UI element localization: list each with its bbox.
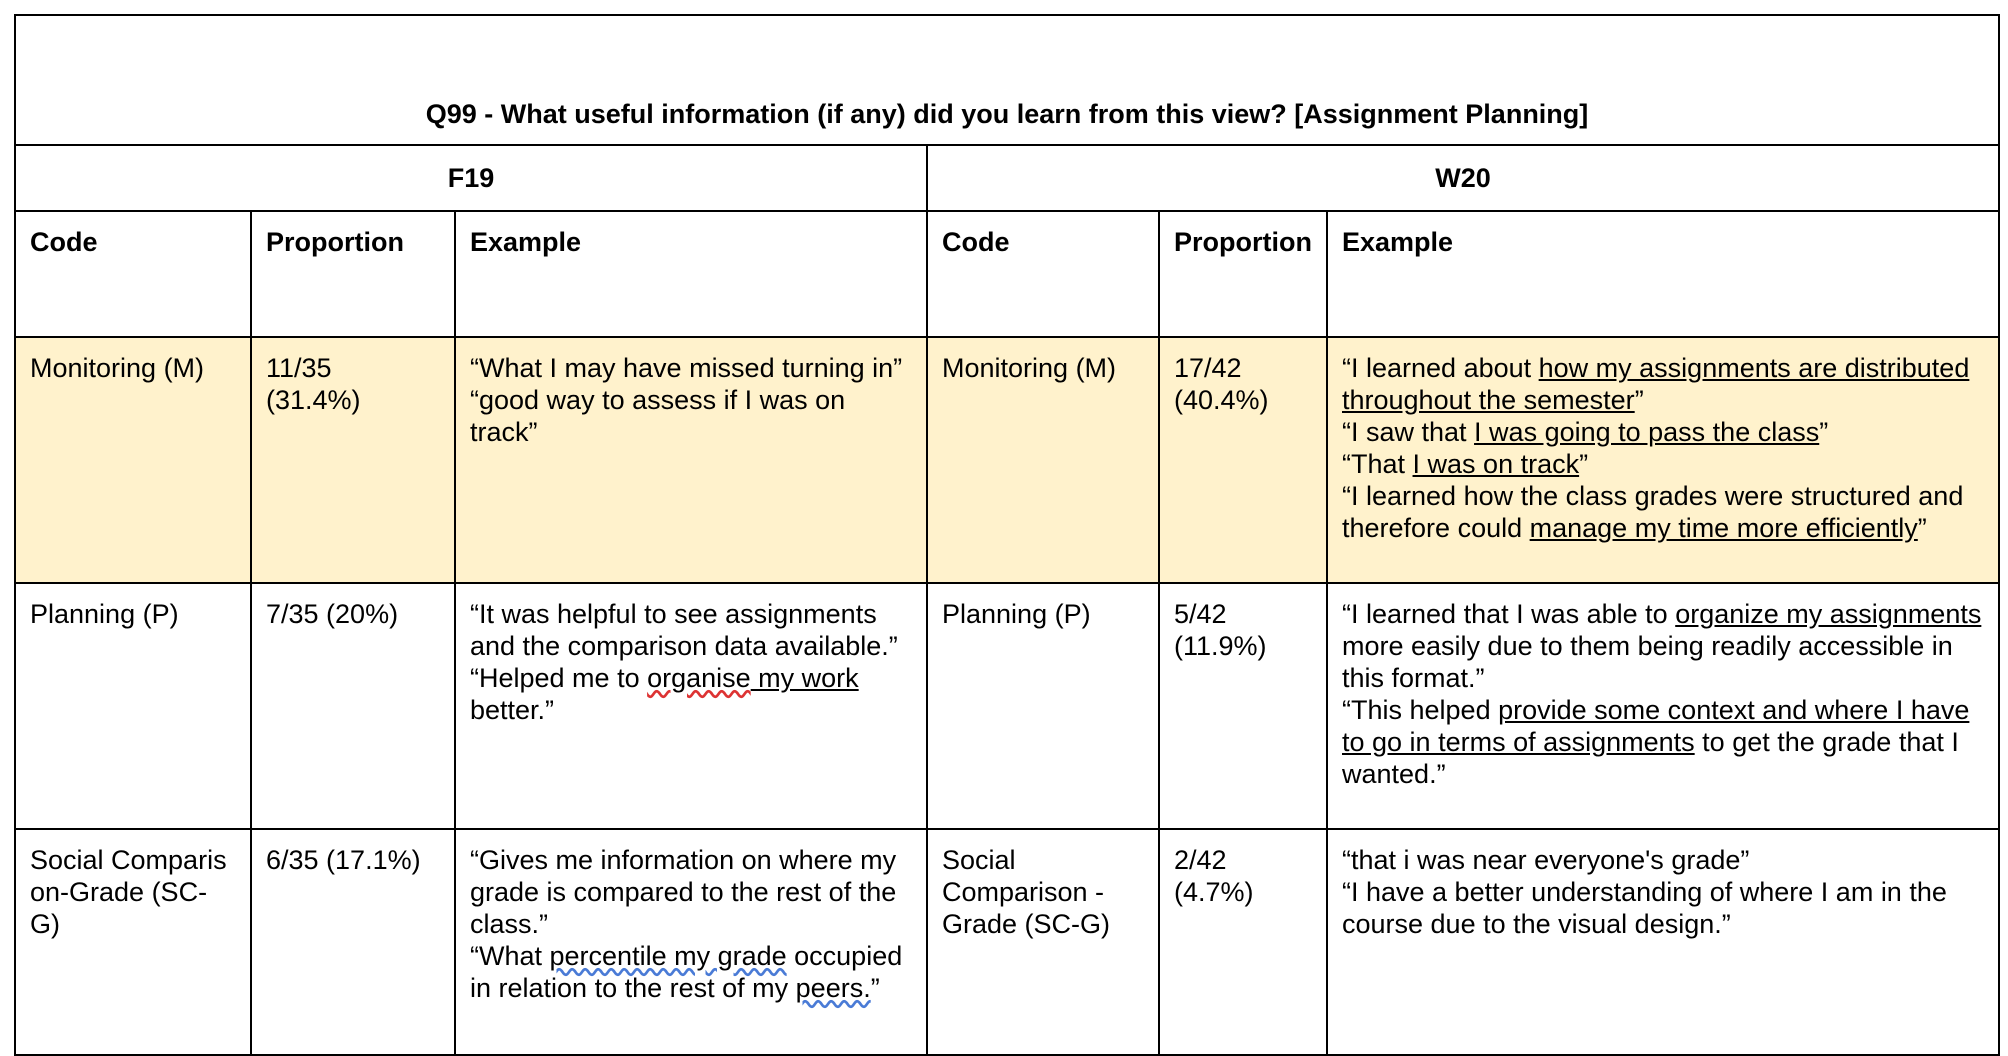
- w20-example-cell: [1327, 337, 1999, 583]
- w20-example-header: Example: [1327, 211, 1999, 337]
- f19-code-cell: Monitoring (M): [15, 337, 251, 583]
- w20-proportion-cell: 2/42 (4.7%): [1159, 829, 1327, 1055]
- example-quote: “What I may have missed turning in”: [470, 353, 903, 383]
- term-f19-header: F19: [15, 145, 927, 211]
- f19-example-cell: [455, 583, 927, 829]
- f19-proportion-cell: 6/35 (17.1%): [251, 829, 455, 1055]
- w20-proportion-header: Proportion: [1159, 211, 1327, 337]
- example-quote: “Helped me to organise my work better.”: [470, 663, 859, 725]
- grammar-underline: percentile my grade: [549, 941, 787, 971]
- f19-proportion-header: Proportion: [251, 211, 455, 337]
- example-quote: “This helped provide some context and where I have to go in terms of assignments to get the grade that I wanted.”: [1342, 695, 1970, 789]
- w20-example-cell: [1327, 583, 1999, 829]
- example-quote: “It was helpful to see assignments and the comparison data available.”: [470, 599, 898, 661]
- table-row: [15, 337, 1999, 583]
- w20-code-cell: Planning (P): [927, 583, 1159, 829]
- example-quote: “I saw that I was going to pass the class”: [1342, 417, 1829, 447]
- example-quote: “I learned how the class grades were structured and therefore could manage my time more efficiently”: [1342, 481, 1964, 543]
- example-quote: “I learned about how my assignments are distributed throughout the semester”: [1342, 353, 1970, 415]
- spellcheck-underline: organise: [647, 663, 751, 693]
- table-row: [15, 583, 1999, 829]
- f19-example-header: Example: [455, 211, 927, 337]
- example-quote: “that i was near everyone's grade”: [1342, 845, 1750, 875]
- w20-example-cell: [1327, 829, 1999, 1055]
- f19-code-cell: Planning (P): [15, 583, 251, 829]
- grammar-underline: peers.: [795, 973, 871, 1003]
- example-quote: “That I was on track”: [1342, 449, 1589, 479]
- f19-example-cell: [455, 337, 927, 583]
- coding-table: [14, 14, 2000, 1056]
- table-title: Q99 - What useful information (if any) did you learn from this view? [Assignment Planning]: [15, 15, 1999, 145]
- example-quote: “I learned that I was able to organize my assignments more easily due to them being readily accessible in this format.”: [1342, 599, 1982, 693]
- example-quote: “What percentile my grade occupied in relation to the rest of my peers.”: [470, 941, 903, 1003]
- w20-proportion-cell: 5/42 (11.9%): [1159, 583, 1327, 829]
- example-quote: “Gives me information on where my grade is compared to the rest of the class.”: [470, 845, 897, 939]
- f19-proportion-cell: 11/35 (31.4%): [251, 337, 455, 583]
- f19-code-cell: Social Comparison-Grade (SC-G): [15, 829, 251, 1055]
- example-quote: “good way to assess if I was on track”: [470, 385, 846, 447]
- w20-proportion-cell: 17/42 (40.4%): [1159, 337, 1327, 583]
- f19-code-header: Code: [15, 211, 251, 337]
- w20-code-cell: Social Comparison - Grade (SC-G): [927, 829, 1159, 1055]
- f19-example-cell: [455, 829, 927, 1055]
- example-quote: “I have a better understanding of where I am in the course due to the visual design.”: [1342, 877, 1947, 939]
- f19-proportion-cell: 7/35 (20%): [251, 583, 455, 829]
- w20-code-header: Code: [927, 211, 1159, 337]
- table-row: [15, 829, 1999, 1055]
- w20-code-cell: Monitoring (M): [927, 337, 1159, 583]
- term-w20-header: W20: [927, 145, 1999, 211]
